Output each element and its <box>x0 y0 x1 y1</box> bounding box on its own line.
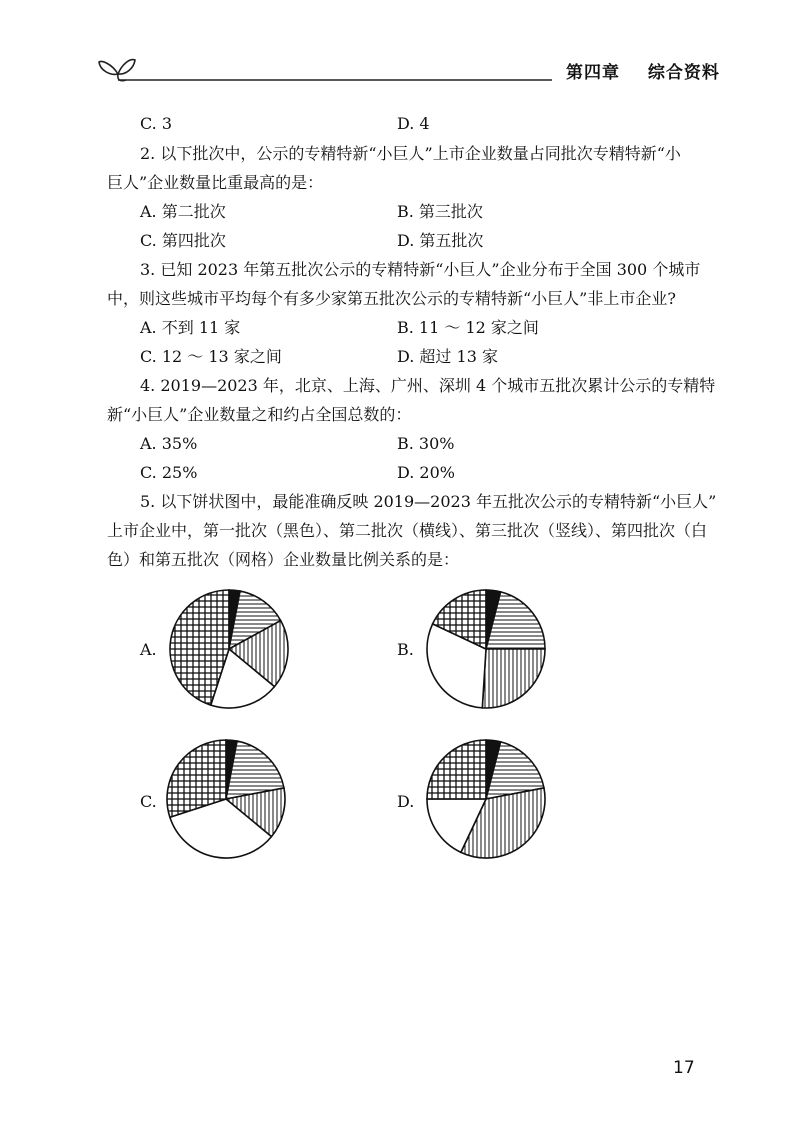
pie-b-label: B. <box>397 640 414 659</box>
q2-text-line2: 巨人”企业数量比重最高的是： <box>107 173 324 192</box>
pie-slice-grid <box>427 740 486 799</box>
chapter-title <box>566 58 720 83</box>
pie-chart-c <box>163 736 289 862</box>
q5-text-line2: 上市企业中，第一批次（黑色）、第二批次（横线）、第三批次（竖线）、第四批次（白 <box>107 521 708 540</box>
q3-option-d: D. 超过 13 家 <box>397 347 498 366</box>
q2-option-c: C. 第四批次 <box>140 231 226 250</box>
q1-option-c: C. 3 <box>140 114 173 133</box>
chapter-section: 综合资料 <box>647 63 720 83</box>
sprout-icon <box>99 60 135 81</box>
q3-text-line1: 3. 已知 2023 年第五批次公示的专精特新“小巨人”企业分布于全国 300 个城市 <box>140 260 701 279</box>
pie-a-label: A. <box>140 640 157 659</box>
chapter-number: 第四章 <box>566 63 620 83</box>
q2-option-d: D. 第五批次 <box>397 231 484 250</box>
q2-text-line1: 2. 以下批次中，公示的专精特新“小巨人”上市企业数量占同批次专精特新“小 <box>140 144 681 163</box>
q3-text-line2: 中，则这些城市平均每个有多少家第五批次公示的专精特新“小巨人”非上市企业? <box>107 289 676 308</box>
q2-option-b: B. 第三批次 <box>397 202 483 221</box>
pie-d-label: D. <box>397 792 415 811</box>
pie-c-label: C. <box>140 792 157 811</box>
pie-chart-a <box>166 586 292 712</box>
q3-option-a: A. 不到 11 家 <box>140 318 241 337</box>
q4-option-d: D. 20% <box>397 463 455 482</box>
page-number: 17 <box>673 1058 695 1078</box>
q4-option-c: C. 25% <box>140 463 198 482</box>
q2-option-a: A. 第二批次 <box>140 202 226 221</box>
q4-text-line1: 4. 2019—2023 年，北京、上海、广州、深圳 4 个城市五批次累计公示的专精特 <box>140 376 716 395</box>
q4-option-b: B. 30% <box>397 434 455 453</box>
header-decoration <box>0 0 800 110</box>
q3-option-c: C. 12 ～ 13 家之间 <box>140 347 282 366</box>
q3-option-b: B. 11 ～ 12 家之间 <box>397 318 539 337</box>
q5-text-line3: 色）和第五批次（网格）企业数量比例关系的是： <box>107 550 460 569</box>
pie-slice-vertical <box>482 649 545 708</box>
q1-option-d: D. 4 <box>397 114 430 133</box>
q4-text-line2: 新“小巨人”企业数量之和约占全国总数的： <box>107 405 412 424</box>
q5-text-line1: 5. 以下饼状图中，最能准确反映 2019—2023 年五批次公示的专精特新“小巨人” <box>140 492 717 511</box>
pie-chart-b <box>423 586 549 712</box>
page-header <box>0 0 800 110</box>
pie-chart-d <box>423 736 549 862</box>
q4-option-a: A. 35% <box>140 434 198 453</box>
